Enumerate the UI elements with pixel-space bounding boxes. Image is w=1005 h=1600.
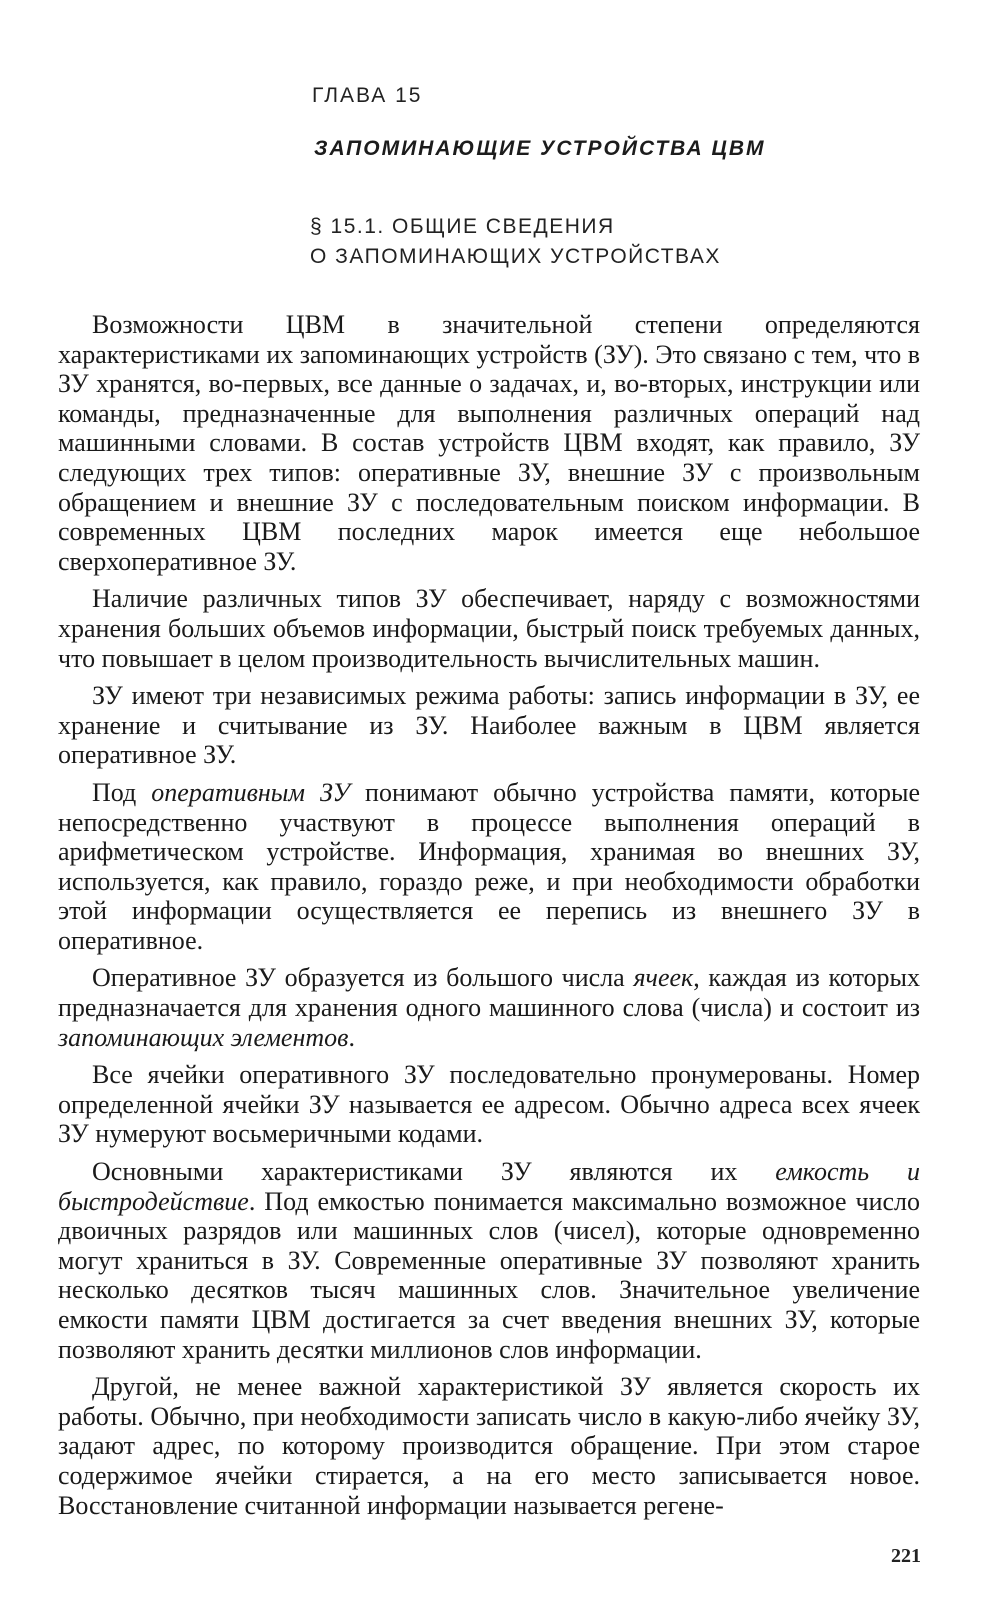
paragraph-4 xyxy=(58,778,920,956)
term-cells: ячеек xyxy=(633,963,694,993)
paragraph-5-text-a: Оперативное ЗУ образуется из большого числа xyxy=(92,963,634,993)
paragraph-8: Другой, не менее важной характеристикой ЗУ является скорость их работы. Обычно, при необходимости записать число в какую-либо ячейку ЗУ, задают адрес, по которому производится обращение. При этом старое содержимое ячейки стирается, а на его место записывается новое. Восстановление считанной информации называется регене- xyxy=(58,1372,920,1520)
term-operative-memory: оперативным ЗУ xyxy=(151,777,351,807)
chapter-title: ЗАПОМИНАЮЩИЕ УСТРОЙСТВА ЦВМ xyxy=(314,137,766,160)
section-heading-line-2: О ЗАПОМИНАЮЩИХ УСТРОЙСТВАХ xyxy=(310,245,721,268)
body-text xyxy=(58,310,920,1528)
term-memory-elements: запоминающих элементов xyxy=(58,1022,349,1052)
chapter-label: ГЛАВА 15 xyxy=(312,84,423,107)
paragraph-5-text-c: , каждая из которых предназначается для хранения одного машинного слова (числа) и состоит из xyxy=(58,963,920,1023)
paragraph-2: Наличие различных типов ЗУ обеспечивает, наряду с возможностями хранения больших объемов информации, быстрый поиск требуемых данных, что повышает в целом производительность вычислительных машин. xyxy=(58,584,920,673)
section-heading-line-1: § 15.1. ОБЩИЕ СВЕДЕНИЯ xyxy=(310,215,615,238)
paragraph-4-text-c: понимают обычно устройства памяти, которые непосредственно участвуют в процессе выполнения операций в арифметическом устройстве. Информация, хранимая во внешних ЗУ, используется, как правило, гораздо реже, и при необходимости обработки этой информации осуществляется ее перепись из внешнего ЗУ в оперативное. xyxy=(58,777,920,955)
paragraph-7-text-c: . Под емкостью понимается максимально возможное число двоичных разрядов или машинных слов (чисел), которые одновременно могут храниться в ЗУ. Современные оперативные ЗУ позволяют хранить несколько десятков тысяч машинных слов. Значительное увеличение емкости памяти ЦВМ достигается за счет введения внешних ЗУ, которые позволяют хранить десятки миллионов слов информации. xyxy=(58,1186,920,1364)
paragraph-5-text-e: . xyxy=(348,1022,355,1052)
paragraph-7-text-a: Основными характеристиками ЗУ являются их xyxy=(92,1157,776,1187)
page-number: 221 xyxy=(891,1545,921,1567)
paragraph-1: Возможности ЦВМ в значительной степени определяются характеристиками их запоминающих устройств (ЗУ). Это связано с тем, что в ЗУ хранятся, во-первых, все данные о задачах, и, во-вторых, инструкции или команды, предназначенные для выполнения различных операций над машинными словами. В состав устройств ЦВМ входят, как правило, ЗУ следующих трех типов: оперативные ЗУ, внешние ЗУ с произвольным обращением и внешние ЗУ с последовательным поиском информации. В современных ЦВМ последних марок имеется еще небольшое сверхоперативное ЗУ. xyxy=(58,310,920,576)
paragraph-5 xyxy=(58,963,920,1052)
paragraph-7 xyxy=(58,1157,920,1364)
term-capacity-speed: емкость и быстродействие xyxy=(58,1157,920,1216)
paragraph-6: Все ячейки оперативного ЗУ последовательно пронумерованы. Номер определенной ячейки ЗУ называется ее адресом. Обычно адреса всех ячеек ЗУ нумеруют восьмеричными кодами. xyxy=(58,1060,920,1149)
paragraph-4-text-a: Под xyxy=(92,777,152,807)
paragraph-3: ЗУ имеют три независимых режима работы: запись информации в ЗУ, ее хранение и считывание из ЗУ. Наиболее важным в ЦВМ является оперативное ЗУ. xyxy=(58,681,920,770)
section-heading xyxy=(310,212,721,272)
